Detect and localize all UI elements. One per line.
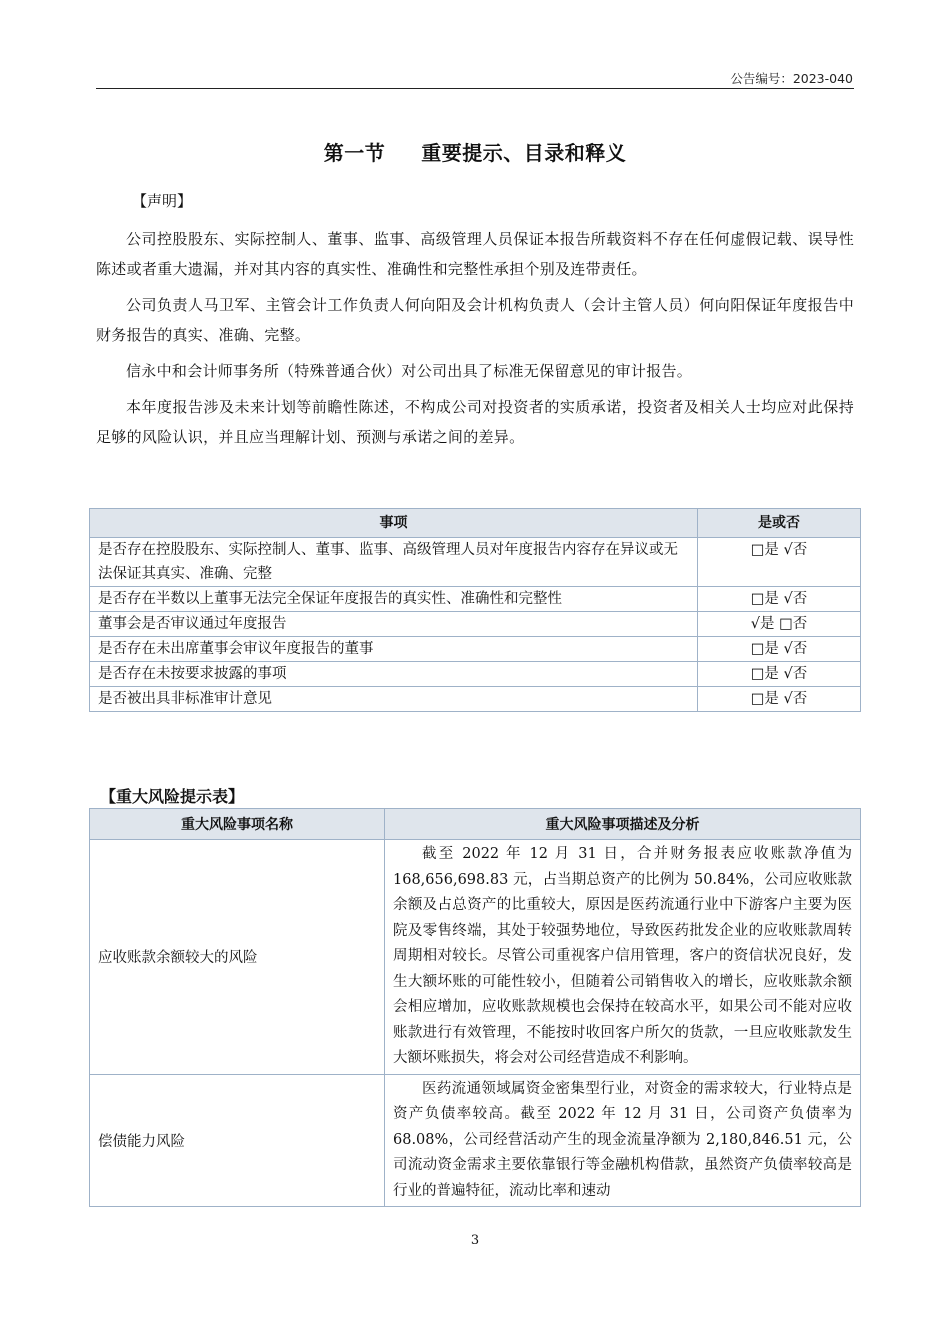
table-row bbox=[90, 612, 861, 637]
table-row bbox=[90, 662, 861, 687]
table-row bbox=[90, 637, 861, 662]
risk-description-cell bbox=[385, 1074, 861, 1207]
matter-item: 是否存在未出席董事会审议年度报告的董事 bbox=[90, 637, 698, 662]
table-header-row bbox=[90, 809, 861, 840]
matter-item: 是否存在半数以上董事无法完全保证年度报告的真实性、准确性和完整性 bbox=[90, 587, 698, 612]
table-row bbox=[90, 840, 861, 1075]
matters-table bbox=[89, 508, 861, 712]
table-row bbox=[90, 538, 861, 587]
risk-name: 偿债能力风险 bbox=[90, 1074, 385, 1207]
table-row bbox=[90, 1074, 861, 1207]
risk-table-title: 【重大风险提示表】 bbox=[100, 787, 245, 806]
section-heading: 重要提示、目录和释义 bbox=[421, 141, 627, 165]
risk-table bbox=[89, 808, 861, 1207]
section-number: 第一节 bbox=[323, 141, 386, 165]
header-divider bbox=[96, 88, 854, 89]
declaration-heading: 【声明】 bbox=[132, 192, 193, 210]
table-header-row bbox=[90, 509, 861, 538]
risk-name: 应收账款余额较大的风险 bbox=[90, 840, 385, 1075]
risk-description: 截至 2022 年 12 月 31 日，合并财务报表应收账款净值为 168,656,698.83 元，占当期总资产的比例为 50.84%，公司应收账款余额及占总资产的比重较大，原因是医药流通行业中下游客户主要为医院及零售终端，其处于较强势地位，导致医药批发企业的应收账款周转周期相对较长。尽管公司重视客户信用管理，客户的资信状况良好，发生大额坏账的可能性较小，但随着公司销售收入的增长，应收账款余额会相应增加，应收账款规模也会保持在较高水平，如果公司不能对应收账款进行有效管理，不能按时收回客户所欠的货款，一旦应收账款发生大额坏账损失，将会对公司经营造成不利影响。 bbox=[393, 846, 852, 1066]
declaration-block bbox=[96, 190, 854, 458]
matter-answer: √是 □否 bbox=[698, 612, 861, 637]
matter-item: 董事会是否审议通过年度报告 bbox=[90, 612, 698, 637]
declaration-paragraph: 公司负责人马卫军、主管会计工作负责人何向阳及会计机构负责人（会计主管人员）何向阳保证年度报告中财务报告的真实、准确、完整。 bbox=[96, 296, 854, 344]
column-header-risk-name: 重大风险事项名称 bbox=[90, 809, 385, 840]
declaration-paragraph: 公司控股股东、实际控制人、董事、监事、高级管理人员保证本报告所载资料不存在任何虚假记载、误导性陈述或者重大遗漏，并对其内容的真实性、准确性和完整性承担个别及连带责任。 bbox=[96, 230, 854, 278]
risk-description: 医药流通领域属资金密集型行业，对资金的需求较大，行业特点是资产负债率较高。截至 2022 年 12 月 31 日，公司资产负债率为 68.08%，公司经营活动产生的现金流量净额为 2,180,846.51 元，公司流动资金需求主要依靠银行等金融机构借款，虽然资产负债率较高是行业的普遍特征，流动比率和速动 bbox=[393, 1080, 852, 1199]
matter-item: 是否存在未按要求披露的事项 bbox=[90, 662, 698, 687]
matter-item: 是否存在控股股东、实际控制人、董事、监事、高级管理人员对年度报告内容存在异议或无法保证其真实、准确、完整 bbox=[90, 538, 698, 587]
matter-answer: □是 √否 bbox=[698, 662, 861, 687]
table-row bbox=[90, 687, 861, 712]
column-header-answer: 是或否 bbox=[698, 509, 861, 538]
section-title bbox=[0, 137, 950, 166]
matter-answer: □是 √否 bbox=[698, 587, 861, 612]
table-row bbox=[90, 587, 861, 612]
matter-answer: □是 √否 bbox=[698, 687, 861, 712]
column-header-item: 事项 bbox=[90, 509, 698, 538]
announcement-number: 公告编号：2023-040 bbox=[730, 71, 853, 86]
page-number: 3 bbox=[470, 1233, 480, 1248]
column-header-risk-description: 重大风险事项描述及分析 bbox=[385, 809, 861, 840]
matter-answer: □是 √否 bbox=[698, 637, 861, 662]
declaration-paragraph: 信永中和会计师事务所（特殊普通合伙）对公司出具了标准无保留意见的审计报告。 bbox=[126, 362, 693, 380]
matter-item: 是否被出具非标准审计意见 bbox=[90, 687, 698, 712]
risk-description-cell bbox=[385, 840, 861, 1075]
matter-answer: □是 √否 bbox=[698, 538, 861, 587]
declaration-paragraph: 本年度报告涉及未来计划等前瞻性陈述，不构成公司对投资者的实质承诺，投资者及相关人士均应对此保持足够的风险认识，并且应当理解计划、预测与承诺之间的差异。 bbox=[96, 398, 854, 446]
